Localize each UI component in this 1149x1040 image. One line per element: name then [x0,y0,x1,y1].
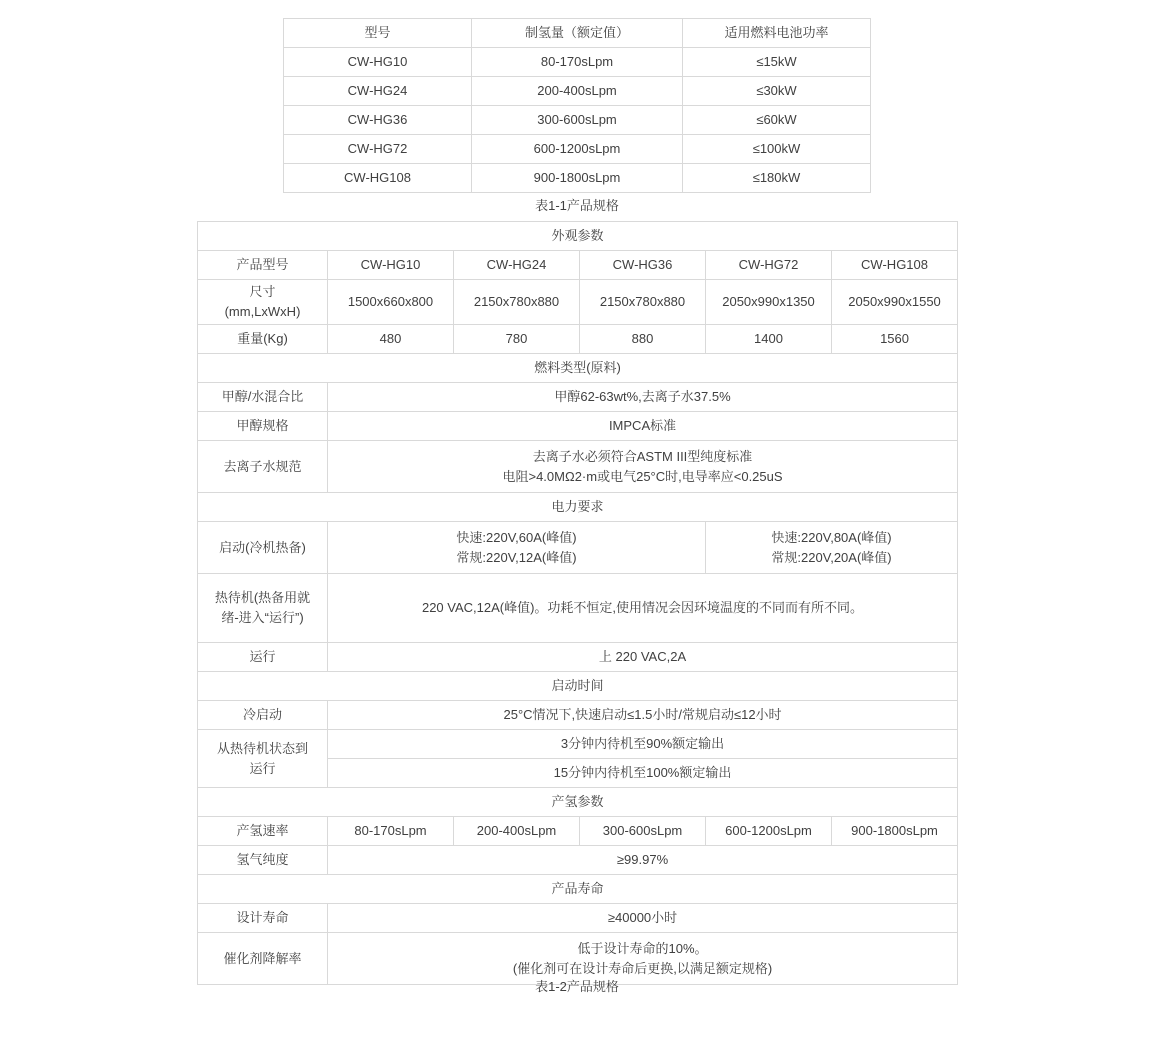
cell-model: CW-HG36 [284,106,472,135]
section-row-startup-time [198,672,958,701]
cell-dimensions: 1500x660x800 [328,280,454,325]
row-label-running-power: 运行 [198,643,328,672]
cell-hydrogen-rate: 900-1800sLpm [832,817,958,846]
cell-model: CW-HG24 [284,77,472,106]
table-row [284,135,871,164]
cell-model: CW-HG10 [328,251,454,280]
table1-header-row [284,19,871,48]
cell-hydrogen-rate: 300-600sLpm [580,817,706,846]
cell-hydrogen-rate: 600-1200sLpm [706,817,832,846]
row-label-methanol-spec: 甲醇规格 [198,412,328,441]
cell-weight: 1400 [706,325,832,354]
value-line: 去离子水必须符合ASTM III型纯度标准 [532,448,753,464]
cell-model: CW-HG24 [454,251,580,280]
section-title-product-lifetime: 产品寿命 [198,875,958,904]
value-line: 快速:220V,80A(峰值) [771,529,892,545]
section-row-appearance [198,222,958,251]
row-di-water-spec [198,441,958,493]
row-methanol-water-ratio [198,383,958,412]
cell-dimensions: 2150x780x880 [580,280,706,325]
cell-model: CW-HG108 [284,164,472,193]
cell-hydrogen-output: 200-400sLpm [472,77,683,106]
row-label-dimensions: 尺寸(mm,LxWxH) [198,280,328,325]
row-methanol-spec [198,412,958,441]
cell-methanol-water-ratio: 甲醇62-63wt%,去离子水37.5% [328,383,958,412]
value-line: 快速:220V,60A(峰值) [456,529,577,545]
cell-weight: 480 [328,325,454,354]
cell-model: CW-HG72 [284,135,472,164]
cell-weight: 880 [580,325,706,354]
column-header-hydrogen-output: 制氢量（额定值） [472,19,683,48]
table-row [284,106,871,135]
cell-weight: 780 [454,325,580,354]
cell-fuel-cell-power: ≤180kW [683,164,871,193]
cell-hydrogen-rate: 80-170sLpm [328,817,454,846]
cell-model: CW-HG36 [580,251,706,280]
cell-warm-start-90: 3分钟内待机至90%额定输出 [328,730,958,759]
row-label-catalyst-degradation: 催化剂降解率 [198,933,328,985]
value-line: (催化剂可在设计寿命后更换,以满足额定规格) [512,960,773,976]
cell-startup-power-small [328,522,706,574]
column-header-model: 型号 [284,19,472,48]
section-title-power-requirements: 电力要求 [198,493,958,522]
cell-dimensions: 2150x780x880 [454,280,580,325]
row-dimensions [198,280,958,325]
table1-caption: 表1-1产品规格 [535,198,619,213]
row-catalyst-degradation [198,933,958,985]
cell-model: CW-HG72 [706,251,832,280]
row-label-product-model: 产品型号 [198,251,328,280]
row-hydrogen-purity [198,846,958,875]
row-label-hot-standby: 热待机(热备用就绪-进入“运行”) [198,574,328,643]
table-row [284,77,871,106]
section-row-power-requirements [198,493,958,522]
cell-fuel-cell-power: ≤30kW [683,77,871,106]
cell-hydrogen-output: 600-1200sLpm [472,135,683,164]
cell-dimensions: 2050x990x1550 [832,280,958,325]
cell-hydrogen-rate: 200-400sLpm [454,817,580,846]
row-design-life [198,904,958,933]
product-spec-table-1 [283,18,871,193]
section-title-startup-time: 启动时间 [198,672,958,701]
cell-running-power: 上 220 VAC,2A [328,643,958,672]
row-startup-power [198,522,958,574]
cell-dimensions: 2050x990x1350 [706,280,832,325]
cell-di-water-spec [328,441,958,493]
row-label-hydrogen-purity: 氢气纯度 [198,846,328,875]
value-line: 低于设计寿命的10%。 [577,940,708,956]
section-title-appearance: 外观参数 [198,222,958,251]
value-line: 常规:220V,12A(峰值) [456,549,577,565]
row-hydrogen-rate [198,817,958,846]
cell-cold-start: 25°C情况下,快速启动≤1.5小时/常规启动≤12小时 [328,701,958,730]
cell-fuel-cell-power: ≤100kW [683,135,871,164]
column-header-fuel-cell-power: 适用燃料电池功率 [683,19,871,48]
cell-hydrogen-output: 80-170sLpm [472,48,683,77]
row-label-cold-start: 冷启动 [198,701,328,730]
section-row-product-lifetime [198,875,958,904]
row-weight [198,325,958,354]
row-label-design-life: 设计寿命 [198,904,328,933]
cell-weight: 1560 [832,325,958,354]
section-title-fuel-type: 燃料类型(原料) [198,354,958,383]
row-label-startup-power: 启动(冷机热备) [198,522,328,574]
row-product-model [198,251,958,280]
cell-hot-standby: 220 VAC,12A(峰值)。功耗不恒定,使用情况会因环境温度的不同而有所不同。 [328,574,958,643]
row-label-hydrogen-rate: 产氢速率 [198,817,328,846]
cell-methanol-spec: IMPCA标准 [328,412,958,441]
section-row-fuel-type [198,354,958,383]
table-row [284,48,871,77]
row-running-power [198,643,958,672]
row-cold-start [198,701,958,730]
cell-fuel-cell-power: ≤60kW [683,106,871,135]
row-label-warm-start: 从热待机状态到运行 [198,730,328,788]
cell-hydrogen-output: 300-600sLpm [472,106,683,135]
row-label-methanol-water-ratio: 甲醇/水混合比 [198,383,328,412]
row-warm-start-1 [198,730,958,759]
cell-hydrogen-output: 900-1800sLpm [472,164,683,193]
cell-model: CW-HG10 [284,48,472,77]
row-hot-standby [198,574,958,643]
cell-hydrogen-purity: ≥99.97% [328,846,958,875]
cell-startup-power-large [706,522,958,574]
cell-fuel-cell-power: ≤15kW [683,48,871,77]
cell-catalyst-degradation [328,933,958,985]
cell-design-life: ≥40000小时 [328,904,958,933]
section-title-hydrogen-parameters: 产氢参数 [198,788,958,817]
table-row [284,164,871,193]
product-spec-table-2 [197,221,958,985]
row-label-di-water-spec: 去离子水规范 [198,441,328,493]
cell-warm-start-100: 15分钟内待机至100%额定输出 [328,759,958,788]
section-row-hydrogen-parameters [198,788,958,817]
value-line: 常规:220V,20A(峰值) [771,549,892,565]
cell-model: CW-HG108 [832,251,958,280]
row-label-weight: 重量(Kg) [198,325,328,354]
table2-caption: 表1-2产品规格 [535,979,619,994]
value-line: 电阻>4.0MΩ2·m或电气25°C时,电导率应<0.25uS [502,468,783,484]
